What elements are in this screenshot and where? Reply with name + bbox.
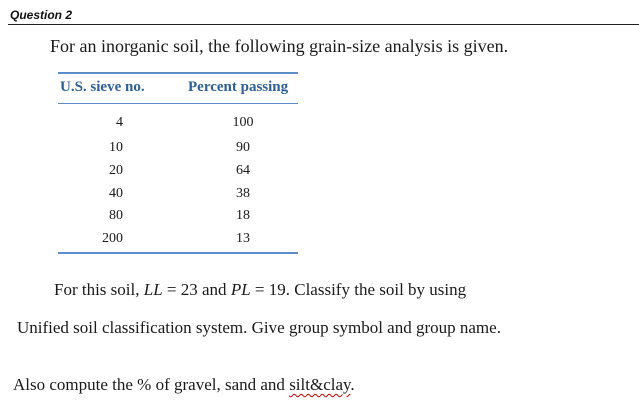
heading-rule xyxy=(8,24,639,25)
ll-value: = 23 and xyxy=(162,280,231,299)
cell-passing: 38 xyxy=(236,186,250,201)
paragraph-compute-text: Also compute the % of gravel, sand and xyxy=(13,375,290,394)
cell-sieve: 80 xyxy=(109,208,123,223)
header-percent-passing: Percent passing xyxy=(188,79,289,95)
pl-symbol: PL xyxy=(230,280,251,299)
table-row xyxy=(58,140,298,162)
paragraph-compute-end: . xyxy=(350,375,355,394)
table-top-rule xyxy=(58,72,298,74)
spellcheck-flagged-word[interactable]: silt&clay xyxy=(289,375,351,394)
cell-passing: 64 xyxy=(236,163,250,178)
ll-symbol: LL xyxy=(143,280,163,299)
question-heading: Question 2 xyxy=(10,8,73,22)
cell-sieve: 20 xyxy=(109,163,123,178)
table-row xyxy=(58,186,298,208)
cell-sieve: 10 xyxy=(109,140,123,155)
table-row xyxy=(58,231,298,253)
table-header-rule xyxy=(58,103,298,104)
pl-value: = 19. Classify the soil by using xyxy=(250,280,467,299)
table-row xyxy=(58,115,298,137)
intro-text: For an inorganic soil, the following grain-size analysis is given. xyxy=(50,36,509,56)
cell-passing: 90 xyxy=(236,140,250,155)
paragraph-compute xyxy=(13,375,355,395)
table-row xyxy=(58,208,298,230)
paragraph-limits xyxy=(54,280,466,300)
cell-passing: 100 xyxy=(232,115,254,130)
cell-passing: 13 xyxy=(236,231,250,246)
cell-passing: 18 xyxy=(236,208,250,223)
table-bottom-rule xyxy=(58,252,298,254)
header-sieve-no: U.S. sieve no. xyxy=(60,79,145,95)
cell-sieve: 4 xyxy=(116,115,123,130)
cell-sieve: 40 xyxy=(109,186,123,201)
paragraph-limits-prefix: For this soil, xyxy=(54,280,144,299)
paragraph-classify: Unified soil classification system. Give group symbol and group name. xyxy=(17,318,501,337)
cell-sieve: 200 xyxy=(102,231,123,246)
table-row xyxy=(58,163,298,185)
